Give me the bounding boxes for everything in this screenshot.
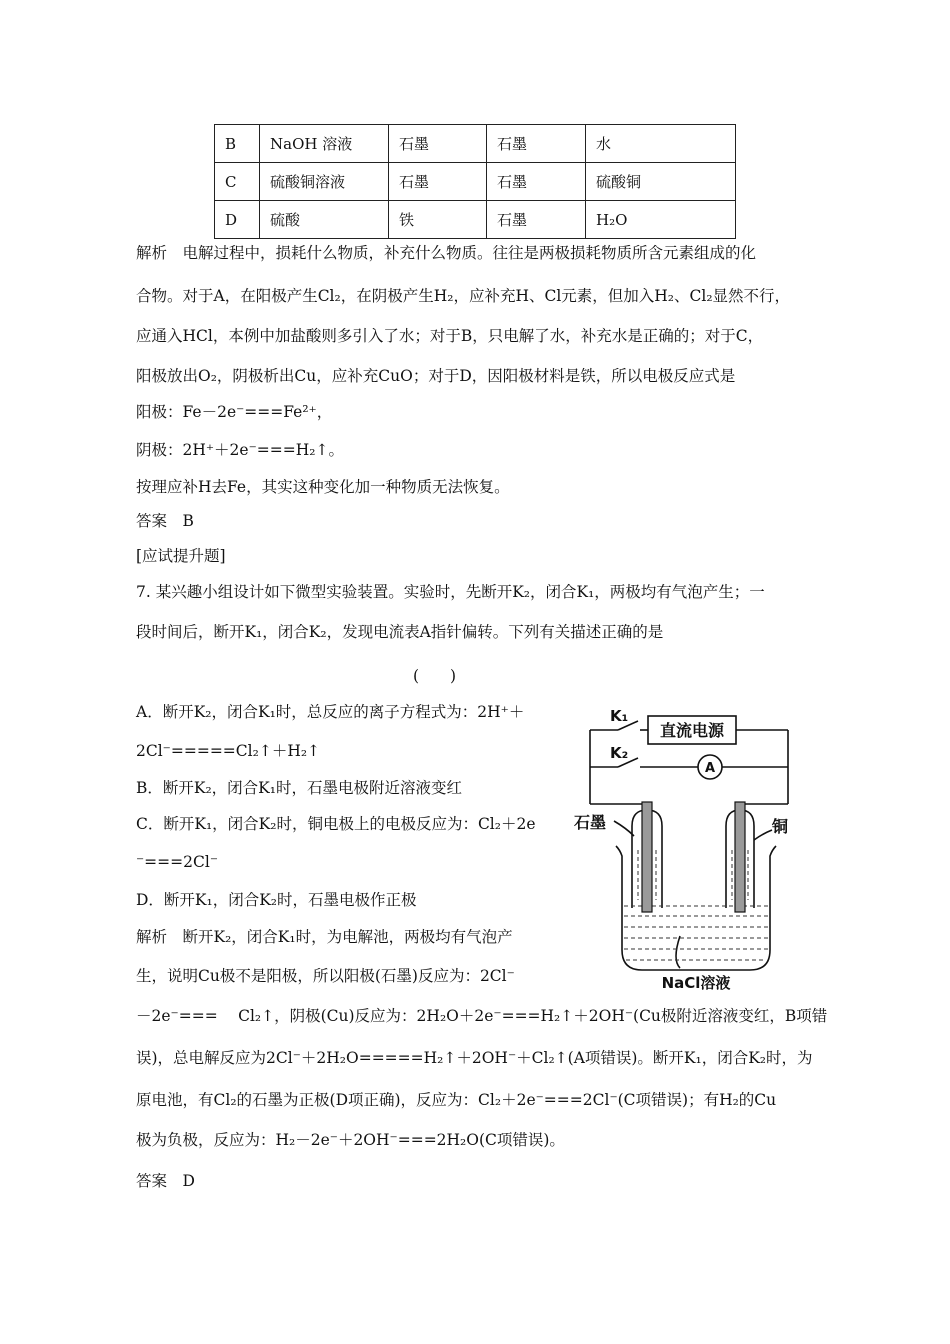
analysis-line: 应通入HCl，本例中加盐酸则多引入了水；对于B，只电解了水，补充水是正确的；对于C， <box>136 327 764 345</box>
analysis-line: 阴极：2H⁺＋2e⁻===H₂↑。 <box>136 441 344 459</box>
graphite-label: 石墨 <box>574 813 607 832</box>
option-b: B．断开K₂，闭合K₁时，石墨电极附近溶液变红 <box>136 779 462 797</box>
graphite-electrode <box>642 802 652 912</box>
analysis-line: 按理应补H去Fe，其实这种变化加一种物质无法恢复。 <box>136 478 510 496</box>
table-cell: D <box>215 201 260 239</box>
table-row <box>215 125 736 163</box>
analysis-line: 解析 断开K₂，闭合K₁时，为电解池，两极均有气泡产 <box>136 928 513 946</box>
label-leader <box>676 936 680 968</box>
label-leader <box>754 830 772 840</box>
table-cell: 石墨 <box>487 163 586 201</box>
solution-label: NaCl溶液 <box>661 974 731 992</box>
answer-blank: ( ) <box>413 667 457 685</box>
table-cell: 石墨 <box>487 201 586 239</box>
table-cell: 石墨 <box>389 125 487 163</box>
copper-electrode <box>735 802 745 912</box>
option-d: D．断开K₁，闭合K₂时，石墨电极作正极 <box>136 891 417 909</box>
ammeter-label: A <box>704 761 716 776</box>
analysis-line: 生，说明Cu极不是阳极，所以阳极(石墨)反应为：2Cl⁻ <box>136 967 515 985</box>
answer: 答案 D <box>136 1172 195 1190</box>
table-cell: 硫酸铜 <box>586 163 736 201</box>
option-a: A．断开K₂，闭合K₁时，总反应的离子方程式为：2H⁺＋ <box>136 703 525 721</box>
option-c: C．断开K₁，闭合K₂时，铜电极上的电极反应为：Cl₂＋2e <box>136 815 536 833</box>
table-cell: 石墨 <box>389 163 487 201</box>
analysis-line: 原电池，有Cl₂的石墨为正极(D项正确)，反应为：Cl₂＋2e⁻===2Cl⁻(C项错误)；有H₂的Cu <box>136 1091 777 1109</box>
question-stem: 7. 某兴趣小组设计如下微型实验装置。实验时，先断开K₂，闭合K₁，两极均有气泡产生；一 <box>136 583 765 601</box>
table-cell: H₂O <box>586 201 736 239</box>
analysis-line: －2e⁻=== Cl₂↑，阴极(Cu)反应为：2H₂O＋2e⁻===H₂↑＋2OH⁻(Cu极附近溶液变红，B项错 <box>136 1007 828 1025</box>
table-row <box>215 163 736 201</box>
analysis-line: 误)，总电解反应为2Cl⁻＋2H₂O=====H₂↑＋2OH⁻＋Cl₂↑(A项错误)。断开K₁，闭合K₂时，为 <box>136 1049 813 1067</box>
table-cell: C <box>215 163 260 201</box>
k1-label: K₁ <box>610 707 629 725</box>
analysis-line: 合物。对于A，在阳极产生Cl₂，在阴极产生H₂，应补充H、Cl元素，但加入H₂、Cl₂显然不行， <box>136 287 791 305</box>
electrolysis-apparatus-figure <box>560 700 830 1000</box>
options-table <box>214 124 736 239</box>
table-row <box>215 201 736 239</box>
option-c-cont: ⁻===2Cl⁻ <box>136 853 219 871</box>
question-stem: 段时间后，断开K₁，闭合K₂，发现电流表A指针偏转。下列有关描述正确的是 <box>136 623 664 641</box>
analysis-line: 解析 电解过程中，损耗什么物质，补充什么物质。往往是两极损耗物质所含元素组成的化 <box>136 244 757 262</box>
table-cell: 硫酸铜溶液 <box>260 163 389 201</box>
copper-label: 铜 <box>772 817 789 836</box>
table-cell: 铁 <box>389 201 487 239</box>
beaker <box>616 846 776 970</box>
power-supply-label: 直流电源 <box>659 721 725 740</box>
k2-label: K₂ <box>610 744 629 762</box>
table-cell: B <box>215 125 260 163</box>
table-cell: NaOH 溶液 <box>260 125 389 163</box>
option-a-cont: 2Cl⁻=====Cl₂↑＋H₂↑ <box>136 742 321 760</box>
analysis-line: 阳极放出O₂，阴极析出Cu，应补充CuO；对于D，因阳极材料是铁，所以电极反应式是 <box>136 367 736 385</box>
table-cell: 硫酸 <box>260 201 389 239</box>
analysis-line: 阳极：Fe－2e⁻===Fe²⁺， <box>136 403 333 421</box>
table-cell: 水 <box>586 125 736 163</box>
table-cell: 石墨 <box>487 125 586 163</box>
section-heading: [应试提升题] <box>136 547 226 565</box>
answer: 答案 B <box>136 512 194 530</box>
analysis-line: 极为负极，反应为：H₂－2e⁻＋2OH⁻===2H₂O(C项错误)。 <box>136 1131 565 1149</box>
label-leader <box>614 821 634 836</box>
